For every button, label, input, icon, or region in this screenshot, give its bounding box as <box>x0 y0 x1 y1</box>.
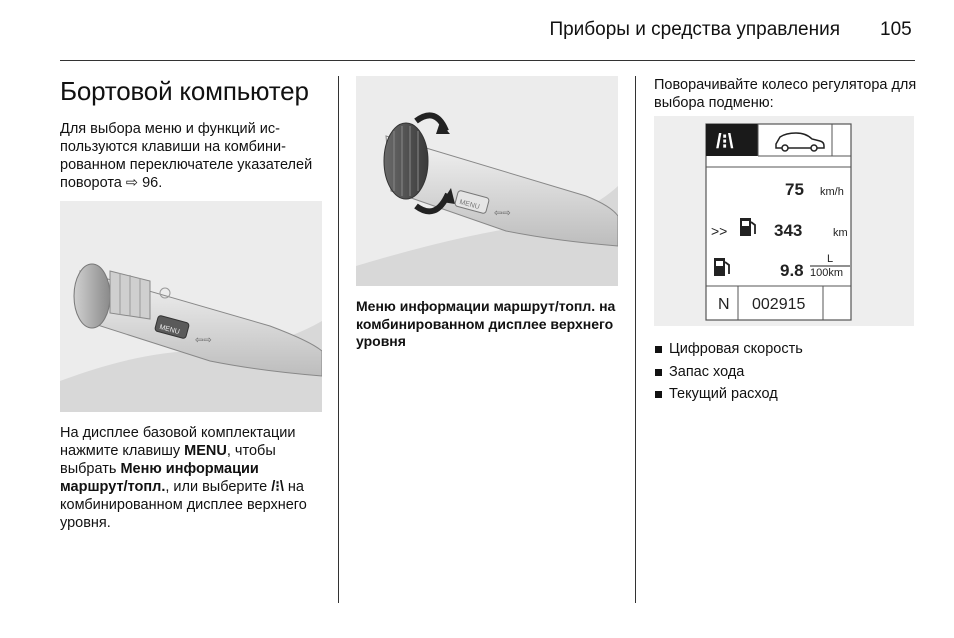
menu-name: Меню информации маршрут/топл. <box>60 461 259 495</box>
speed-value: 75 <box>785 180 804 199</box>
display-screen <box>654 116 914 326</box>
menu-button-label-2: MENU <box>458 198 481 211</box>
basic-text-2: , чтобы выбрать <box>60 443 276 477</box>
svg-text:⇦⇨: ⇦⇨ <box>494 208 511 219</box>
basic-text-4: на комбинированном дисплее верхнего уровня. <box>60 479 307 531</box>
intro-text: Для выбора меню и функций используются клавиши на комбинированном переключателе указателей поворота <box>60 121 313 191</box>
column-divider-1 <box>338 76 339 603</box>
trip-fuel-icon: /⁝\ <box>271 479 284 495</box>
consumption-unit-bottom: 100km <box>810 267 844 279</box>
svg-text:⇦⇨: ⇦⇨ <box>195 335 212 346</box>
list-item: Текущий расход <box>654 383 803 406</box>
stalk-photo-menu <box>60 201 322 412</box>
stalk-wheel-illustration <box>356 76 618 286</box>
gear-indicator: N <box>718 296 730 313</box>
consumption-value: 9.8 <box>780 261 804 280</box>
page-number: 105 <box>880 19 912 40</box>
odometer: 002915 <box>752 296 806 313</box>
submenu-list <box>654 338 803 406</box>
tab-trip-icon: /⁝\ <box>716 131 734 153</box>
menu-button-label: MENU <box>158 323 181 336</box>
menu-key: MENU <box>184 443 227 459</box>
header-rule <box>60 60 915 61</box>
range-value: 343 <box>774 221 803 240</box>
list-item: Запас хода <box>654 361 803 384</box>
stalk-illustration <box>60 201 322 412</box>
speed-unit: km/h <box>820 186 844 198</box>
trip-display <box>654 116 914 326</box>
intro-paragraph <box>60 120 325 192</box>
list-item: Цифровая скорость <box>654 338 803 361</box>
header-title: Приборы и средства управления <box>549 19 840 40</box>
basic-display-paragraph <box>60 424 330 532</box>
rotate-paragraph: Поворачивайте колесо регулятора для выбора подменю: <box>654 77 917 111</box>
column-divider-2 <box>635 76 636 603</box>
figure-caption: Меню информации маршрут/топл. на комбинированном дисплее верхнего уровня <box>356 298 616 349</box>
intro-ref: 96. <box>142 175 163 191</box>
page-ref-icon: ⇨ <box>125 175 139 191</box>
section-title: Бортовой компьютер <box>60 76 309 106</box>
basic-text-3: , или выберите <box>165 479 268 495</box>
stalk-photo-wheel <box>356 76 618 286</box>
range-unit: km <box>833 227 848 239</box>
basic-text-1: На дисплее базовой комплектации нажмите клавишу <box>60 425 296 459</box>
range-prefix: >> <box>711 223 728 239</box>
consumption-unit-top: L <box>827 253 834 265</box>
